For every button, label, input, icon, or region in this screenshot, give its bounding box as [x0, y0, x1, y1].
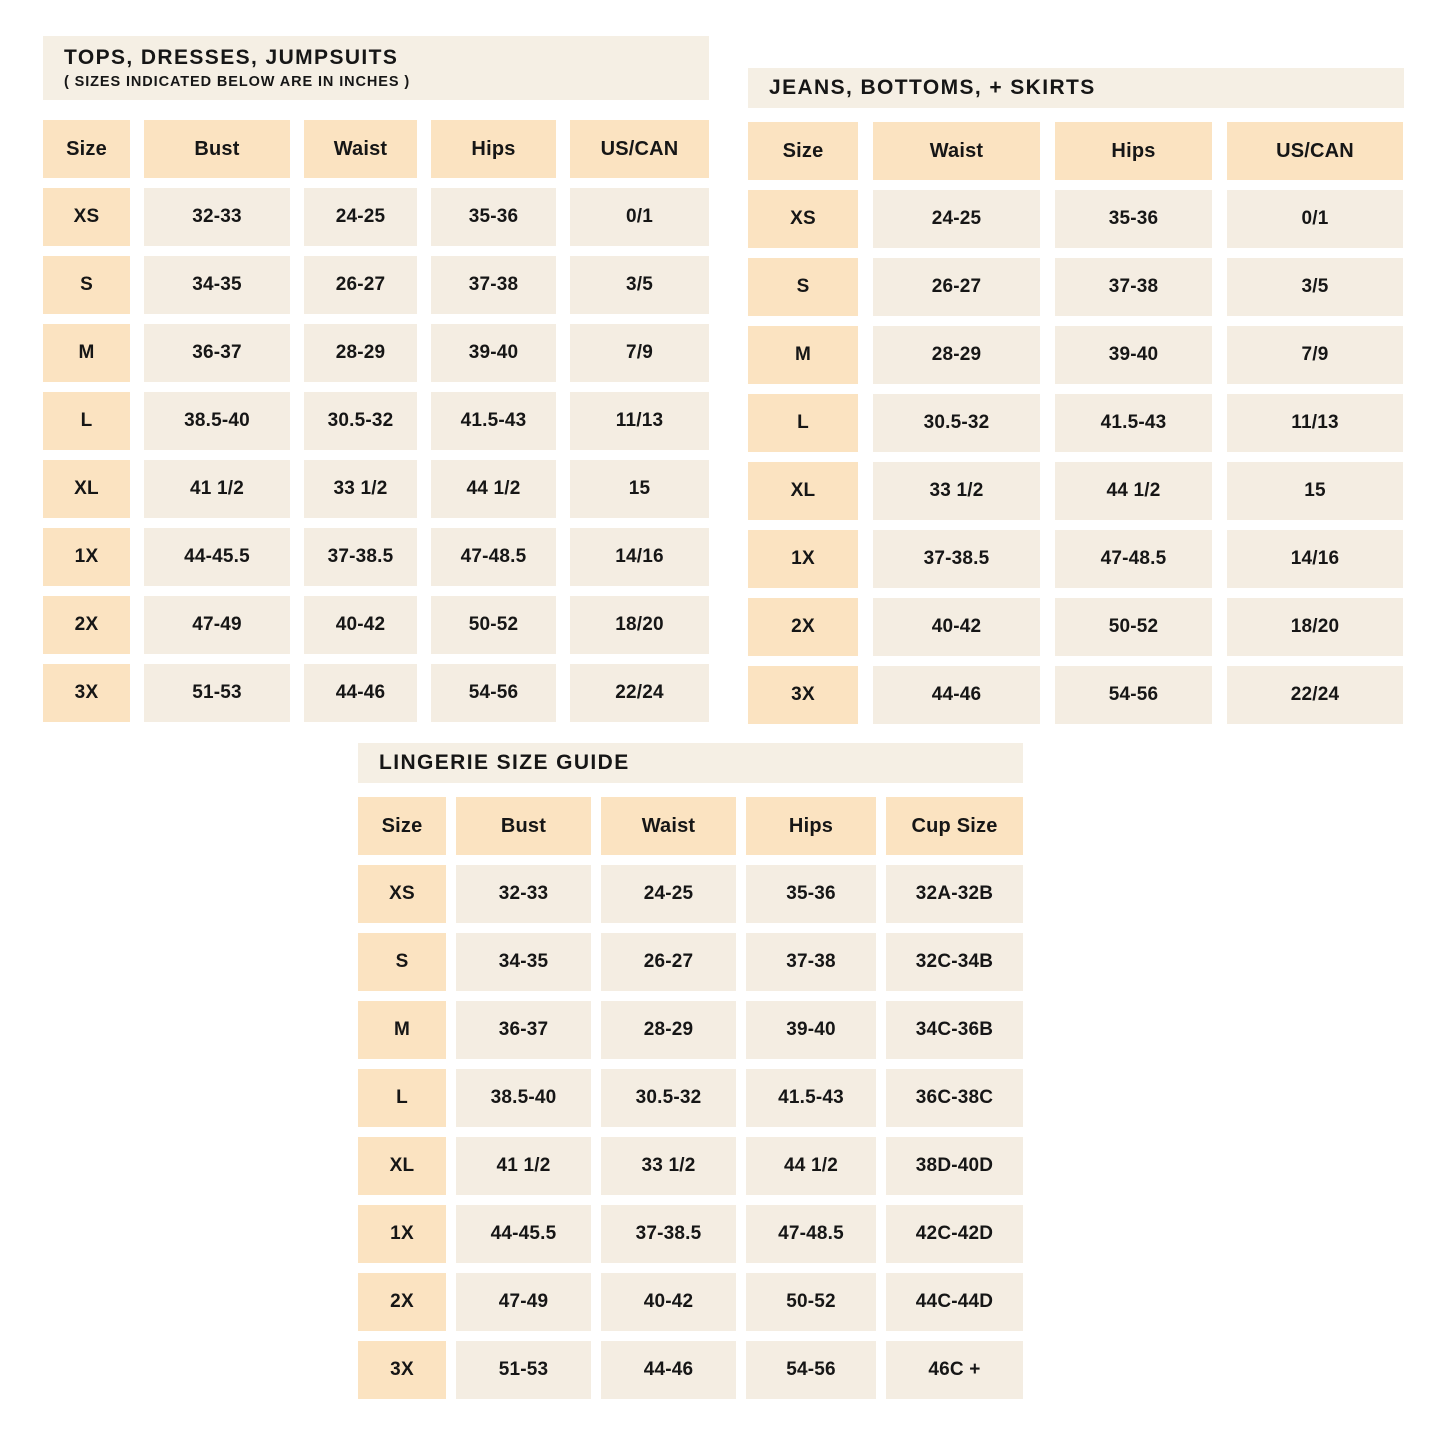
measurement-cell: 54-56	[431, 664, 556, 722]
measurement-cell: 50-52	[431, 596, 556, 654]
measurement-cell: 14/16	[570, 528, 709, 586]
measurement-cell: 41.5-43	[746, 1069, 876, 1127]
measurement-cell: 40-42	[601, 1273, 736, 1331]
size-label-cell: XL	[748, 462, 858, 520]
size-label-cell: 2X	[748, 598, 858, 656]
tops-size-grid	[43, 120, 709, 722]
measurement-cell: 38.5-40	[456, 1069, 591, 1127]
size-label-cell: 3X	[43, 664, 130, 722]
measurement-cell: 33 1/2	[304, 460, 417, 518]
measurement-cell: 33 1/2	[601, 1137, 736, 1195]
size-label-cell: 1X	[748, 530, 858, 588]
measurement-cell: 41 1/2	[144, 460, 290, 518]
measurement-cell: 47-49	[144, 596, 290, 654]
measurement-cell: 38D-40D	[886, 1137, 1023, 1195]
column-header: Size	[358, 797, 446, 855]
measurement-cell: 44-46	[601, 1341, 736, 1399]
measurement-cell: 37-38.5	[873, 530, 1040, 588]
measurement-cell: 30.5-32	[873, 394, 1040, 452]
size-label-cell: S	[358, 933, 446, 991]
measurement-cell: 32A-32B	[886, 865, 1023, 923]
column-header: Waist	[601, 797, 736, 855]
measurement-cell: 35-36	[431, 188, 556, 246]
measurement-cell: 39-40	[1055, 326, 1212, 384]
column-header: Hips	[746, 797, 876, 855]
measurement-cell: 32-33	[144, 188, 290, 246]
size-label-cell: S	[43, 256, 130, 314]
measurement-cell: 44C-44D	[886, 1273, 1023, 1331]
measurement-cell: 47-48.5	[431, 528, 556, 586]
jeans-size-grid	[748, 122, 1404, 724]
jeans-table-title: JEANS, BOTTOMS, + SKIRTS	[769, 75, 1096, 99]
measurement-cell: 32C-34B	[886, 933, 1023, 991]
measurement-cell: 3/5	[570, 256, 709, 314]
measurement-cell: 50-52	[746, 1273, 876, 1331]
measurement-cell: 42C-42D	[886, 1205, 1023, 1263]
measurement-cell: 39-40	[746, 1001, 876, 1059]
measurement-cell: 24-25	[873, 190, 1040, 248]
lingerie-size-grid	[358, 797, 1023, 1399]
column-header: Bust	[456, 797, 591, 855]
measurement-cell: 40-42	[873, 598, 1040, 656]
measurement-cell: 22/24	[1227, 666, 1403, 724]
measurement-cell: 0/1	[1227, 190, 1403, 248]
measurement-cell: 51-53	[456, 1341, 591, 1399]
measurement-cell: 38.5-40	[144, 392, 290, 450]
column-header: Cup Size	[886, 797, 1023, 855]
tops-title-band	[43, 36, 709, 100]
measurement-cell: 18/20	[1227, 598, 1403, 656]
column-header: Size	[748, 122, 858, 180]
measurement-cell: 44 1/2	[746, 1137, 876, 1195]
measurement-cell: 37-38.5	[601, 1205, 736, 1263]
column-header: US/CAN	[570, 120, 709, 178]
tops-table-subtitle: ( SIZES INDICATED BELOW ARE IN INCHES )	[64, 73, 411, 90]
measurement-cell: 30.5-32	[601, 1069, 736, 1127]
measurement-cell: 39-40	[431, 324, 556, 382]
measurement-cell: 34-35	[144, 256, 290, 314]
measurement-cell: 33 1/2	[873, 462, 1040, 520]
measurement-cell: 35-36	[746, 865, 876, 923]
size-label-cell: S	[748, 258, 858, 316]
measurement-cell: 40-42	[304, 596, 417, 654]
column-header: Size	[43, 120, 130, 178]
measurement-cell: 44-45.5	[456, 1205, 591, 1263]
measurement-cell: 24-25	[601, 865, 736, 923]
measurement-cell: 11/13	[570, 392, 709, 450]
size-label-cell: XL	[43, 460, 130, 518]
size-label-cell: M	[358, 1001, 446, 1059]
measurement-cell: 15	[1227, 462, 1403, 520]
measurement-cell: 44-45.5	[144, 528, 290, 586]
measurement-cell: 11/13	[1227, 394, 1403, 452]
measurement-cell: 50-52	[1055, 598, 1212, 656]
column-header: Waist	[873, 122, 1040, 180]
lingerie-table-title: LINGERIE SIZE GUIDE	[379, 750, 630, 774]
size-label-cell: L	[358, 1069, 446, 1127]
measurement-cell: 26-27	[873, 258, 1040, 316]
size-label-cell: 1X	[43, 528, 130, 586]
jeans-bottoms-skirts-table	[748, 68, 1404, 724]
measurement-cell: 36C-38C	[886, 1069, 1023, 1127]
size-label-cell: 1X	[358, 1205, 446, 1263]
size-label-cell: XS	[358, 865, 446, 923]
measurement-cell: 54-56	[1055, 666, 1212, 724]
measurement-cell: 28-29	[304, 324, 417, 382]
measurement-cell: 37-38	[1055, 258, 1212, 316]
column-header: Hips	[1055, 122, 1212, 180]
measurement-cell: 0/1	[570, 188, 709, 246]
column-header: Hips	[431, 120, 556, 178]
measurement-cell: 7/9	[1227, 326, 1403, 384]
measurement-cell: 18/20	[570, 596, 709, 654]
jeans-title-band	[748, 68, 1404, 108]
size-label-cell: XS	[748, 190, 858, 248]
column-header: Waist	[304, 120, 417, 178]
size-label-cell: 3X	[358, 1341, 446, 1399]
lingerie-size-guide-table	[358, 743, 1023, 1399]
measurement-cell: 41.5-43	[431, 392, 556, 450]
measurement-cell: 36-37	[456, 1001, 591, 1059]
column-header: US/CAN	[1227, 122, 1403, 180]
measurement-cell: 47-49	[456, 1273, 591, 1331]
measurement-cell: 7/9	[570, 324, 709, 382]
lingerie-title-band	[358, 743, 1023, 783]
measurement-cell: 47-48.5	[746, 1205, 876, 1263]
measurement-cell: 37-38.5	[304, 528, 417, 586]
measurement-cell: 24-25	[304, 188, 417, 246]
measurement-cell: 30.5-32	[304, 392, 417, 450]
size-label-cell: 2X	[358, 1273, 446, 1331]
measurement-cell: 34-35	[456, 933, 591, 991]
size-label-cell: M	[43, 324, 130, 382]
measurement-cell: 3/5	[1227, 258, 1403, 316]
measurement-cell: 47-48.5	[1055, 530, 1212, 588]
measurement-cell: 28-29	[873, 326, 1040, 384]
measurement-cell: 14/16	[1227, 530, 1403, 588]
measurement-cell: 41 1/2	[456, 1137, 591, 1195]
measurement-cell: 44-46	[873, 666, 1040, 724]
measurement-cell: 51-53	[144, 664, 290, 722]
measurement-cell: 22/24	[570, 664, 709, 722]
measurement-cell: 26-27	[601, 933, 736, 991]
measurement-cell: 35-36	[1055, 190, 1212, 248]
measurement-cell: 32-33	[456, 865, 591, 923]
size-label-cell: L	[43, 392, 130, 450]
measurement-cell: 26-27	[304, 256, 417, 314]
measurement-cell: 44 1/2	[1055, 462, 1212, 520]
column-header: Bust	[144, 120, 290, 178]
measurement-cell: 28-29	[601, 1001, 736, 1059]
measurement-cell: 15	[570, 460, 709, 518]
size-label-cell: XS	[43, 188, 130, 246]
tops-table-title: TOPS, DRESSES, JUMPSUITS	[64, 46, 399, 70]
measurement-cell: 44-46	[304, 664, 417, 722]
size-label-cell: 3X	[748, 666, 858, 724]
size-label-cell: 2X	[43, 596, 130, 654]
measurement-cell: 37-38	[746, 933, 876, 991]
measurement-cell: 36-37	[144, 324, 290, 382]
measurement-cell: 34C-36B	[886, 1001, 1023, 1059]
size-label-cell: M	[748, 326, 858, 384]
measurement-cell: 46C +	[886, 1341, 1023, 1399]
measurement-cell: 54-56	[746, 1341, 876, 1399]
size-label-cell: L	[748, 394, 858, 452]
size-label-cell: XL	[358, 1137, 446, 1195]
tops-dresses-jumpsuits-table	[43, 36, 709, 722]
measurement-cell: 41.5-43	[1055, 394, 1212, 452]
measurement-cell: 44 1/2	[431, 460, 556, 518]
measurement-cell: 37-38	[431, 256, 556, 314]
